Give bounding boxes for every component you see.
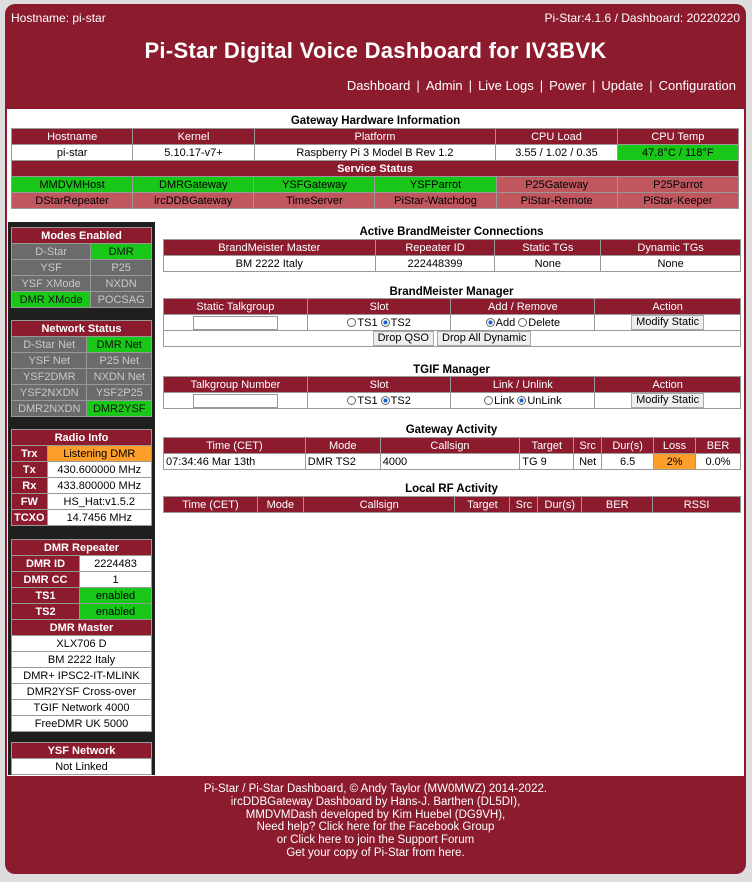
bmm-drop-row — [164, 331, 741, 347]
rf-header-mode: Mode — [257, 497, 303, 513]
service-pistar-watchdog: PiStar-Watchdog — [375, 193, 496, 209]
dmr-master-item: FreeDMR UK 5000 — [12, 716, 152, 732]
dmr-id-value: 2224483 — [80, 556, 152, 572]
ga-loss: 2% — [654, 454, 696, 470]
bmm-header-slot: Slot — [307, 299, 451, 315]
bm-header-dynamic: Dynamic TGs — [601, 240, 741, 256]
net-ysf: YSF Net — [12, 353, 87, 369]
radio-info-title: Radio Info — [12, 430, 152, 446]
ga-mode: DMR TS2 — [305, 454, 380, 470]
bm-delete-radio[interactable] — [518, 318, 527, 327]
service-status-title: Service Status — [12, 161, 739, 177]
dmr-cc-label: DMR CC — [12, 572, 80, 588]
mode-ysf: YSF — [12, 260, 91, 276]
local-rf-table — [163, 496, 741, 513]
ga-header-ber: BER — [696, 438, 741, 454]
bm-add-label: Add — [495, 316, 516, 329]
modes-enabled-title: Modes Enabled — [12, 228, 152, 244]
ga-callsign: 4000 — [380, 454, 520, 470]
ga-header-src: Src — [574, 438, 602, 454]
ts2-status: enabled — [80, 604, 152, 620]
nav-power[interactable]: Power — [549, 78, 586, 93]
dmr-cc-value: 1 — [80, 572, 152, 588]
service-pistar-remote: PiStar-Remote — [496, 193, 617, 209]
drop-all-dynamic-button[interactable]: Drop All Dynamic — [437, 331, 531, 346]
ga-header-loss: Loss — [654, 438, 696, 454]
rf-header-rssi: RSSI — [653, 497, 741, 513]
tgif-header-action: Action — [595, 377, 741, 393]
tgif-unlink-radio[interactable] — [517, 396, 526, 405]
tgif-header-tg-number: Talkgroup Number — [164, 377, 308, 393]
net-dmr: DMR Net — [87, 337, 152, 353]
network-status-title: Network Status — [12, 321, 152, 337]
service-dmrgateway: DMRGateway — [133, 177, 254, 193]
dmr-master-item: TGIF Network 4000 — [12, 700, 152, 716]
tgif-link-radio[interactable] — [484, 396, 493, 405]
radio-rx-value: 433.800000 MHz — [47, 478, 151, 494]
ga-header-callsign: Callsign — [380, 438, 520, 454]
mode-p25: P25 — [91, 260, 152, 276]
bm-master: BM 2222 Italy — [164, 256, 376, 272]
radio-trx-label: Trx — [12, 446, 48, 462]
service-ysfgateway: YSFGateway — [254, 177, 375, 193]
rf-header-callsign: Callsign — [303, 497, 455, 513]
bmm-tg-cell — [164, 315, 308, 331]
radio-tx-value: 430.600000 MHz — [47, 462, 151, 478]
ts1-status: enabled — [80, 588, 152, 604]
footer-copyright: Pi-Star / Pi-Star Dashboard, © Andy Taylor (MW0MWZ) 2014-2022. — [203, 783, 548, 795]
tgif-manager-table — [163, 376, 741, 409]
service-status-table — [11, 176, 739, 209]
service-ircddbgateway: ircDDBGateway — [133, 193, 254, 209]
ga-header-time: Time (CET) — [164, 438, 306, 454]
tgif-modify-static-button[interactable]: Modify Static — [631, 393, 704, 408]
service-pistar-keeper: PiStar-Keeper — [617, 193, 738, 209]
bm-header-repeater-id: Repeater ID — [375, 240, 495, 256]
radio-trx-value: Listening DMR — [47, 446, 151, 462]
ts2-label: TS2 — [12, 604, 80, 620]
bm-dynamic-tgs: None — [601, 256, 741, 272]
hw-header-kernel: Kernel — [133, 129, 254, 145]
hw-cpu-load: 3.55 / 1.02 / 0.35 — [496, 145, 617, 161]
footer — [5, 783, 746, 860]
gateway-hw-title: Gateway Hardware Information — [290, 115, 461, 127]
nav-update[interactable]: Update — [601, 78, 644, 93]
dmr-master-item: DMR+ IPSC2-IT-MLINK — [12, 668, 152, 684]
dashboard-window — [5, 4, 746, 874]
tgif-tg-cell — [164, 393, 308, 409]
bm-repeater-id: 222448399 — [375, 256, 495, 272]
dmr-repeater-table — [11, 539, 152, 732]
bm-header-master: BrandMeister Master — [164, 240, 376, 256]
nav-live-logs[interactable]: Live Logs — [478, 78, 534, 93]
radio-info-table — [11, 429, 152, 526]
rf-header-src: Src — [510, 497, 538, 513]
service-mmdvmhost: MMDVMHost — [12, 177, 133, 193]
bm-manager-title: BrandMeister Manager — [389, 286, 514, 298]
mode-ysf-xmode: YSF XMode — [12, 276, 91, 292]
page-title: Pi-Star Digital Voice Dashboard for IV3BVK — [144, 38, 607, 63]
table-row — [164, 454, 741, 470]
net-ysf2p25: YSF2P25 — [87, 385, 152, 401]
rf-header-ber: BER — [582, 497, 653, 513]
ga-time: 07:34:46 Mar 13th — [164, 454, 306, 470]
hw-header-platform: Platform — [254, 129, 496, 145]
mode-dmr: DMR — [91, 244, 152, 260]
net-ysf2dmr: YSF2DMR — [12, 369, 87, 385]
mode-pocsag: POCSAG — [91, 292, 152, 308]
tgif-header-slot: Slot — [307, 377, 451, 393]
bm-ts1-label: TS1 — [357, 316, 378, 329]
hw-header-hostname: Hostname — [12, 129, 133, 145]
dmr-master-item: XLX706 D — [12, 636, 152, 652]
bm-static-tgs: None — [495, 256, 601, 272]
radio-tcxo-label: TCXO — [12, 510, 48, 526]
tgif-action-cell — [595, 393, 741, 409]
nav-configuration[interactable]: Configuration — [658, 78, 736, 93]
ysf-network-title: YSF Network — [12, 743, 152, 759]
bm-connections-title: Active BrandMeister Connections — [359, 226, 544, 238]
tgif-manager-title: TGIF Manager — [413, 364, 490, 376]
hw-kernel: 5.10.17-v7+ — [133, 145, 254, 161]
ysf-network-value: Not Linked — [12, 759, 152, 775]
footer-ircddb-credit: ircDDBGateway Dashboard by Hans-J. Barthen (DL5DI), — [230, 795, 521, 808]
bm-connections-table — [163, 239, 741, 272]
service-dstarrepeater: DStarRepeater — [12, 193, 133, 209]
bm-ts2-radio[interactable] — [381, 318, 390, 327]
service-p25parrot: P25Parrot — [617, 177, 738, 193]
gateway-hw-table — [11, 128, 739, 177]
ga-header-dur: Dur(s) — [602, 438, 654, 454]
bmm-header-static-tg: Static Talkgroup — [164, 299, 308, 315]
ga-dur: 6.5 — [602, 454, 654, 470]
nav-admin[interactable]: Admin — [425, 78, 463, 93]
dmr-master-item: BM 2222 Italy — [12, 652, 152, 668]
net-nxdn: NXDN Net — [87, 369, 152, 385]
mode-dstar: D-Star — [12, 244, 91, 260]
radio-tcxo-value: 14.7456 MHz — [47, 510, 151, 526]
dmr-repeater-title: DMR Repeater — [12, 540, 152, 556]
tgif-header-link: Link / Unlink — [451, 377, 595, 393]
net-ysf2nxdn: YSF2NXDN — [12, 385, 87, 401]
bm-static-talkgroup-input[interactable] — [193, 316, 278, 330]
dmr-master-item: DMR2YSF Cross-over — [12, 684, 152, 700]
bmm-header-add-remove: Add / Remove — [451, 299, 595, 315]
net-dmr2nxdn: DMR2NXDN — [12, 401, 87, 417]
bm-manager-table — [163, 298, 741, 347]
footer-support-forum-link[interactable]: or Click here to join the Support Forum — [276, 834, 475, 847]
rf-header-time: Time (CET) — [164, 497, 258, 513]
net-dmr2ysf: DMR2YSF — [87, 401, 152, 417]
modes-enabled-table — [11, 227, 152, 308]
tgif-ts1-radio[interactable] — [347, 396, 356, 405]
net-dstar: D-Star Net — [12, 337, 87, 353]
hw-cpu-temp: 47.8°C / 118°F — [617, 145, 738, 161]
bm-delete-label: Delete — [528, 316, 561, 329]
nav-menu: Dashboard | Admin | Live Logs | Power | Update | Configuration — [346, 78, 736, 93]
version-label: Pi-Star:4.1.6 / Dashboard: 20220220 — [544, 11, 740, 25]
net-p25: P25 Net — [87, 353, 152, 369]
bm-ts2-label: TS2 — [390, 316, 411, 329]
gateway-activity-title: Gateway Activity — [405, 424, 498, 436]
local-rf-title: Local RF Activity — [405, 483, 498, 495]
hostname-label: Hostname: pi-star — [11, 11, 106, 25]
nav-dashboard[interactable]: Dashboard — [346, 78, 411, 93]
hw-platform: Raspberry Pi 3 Model B Rev 1.2 — [254, 145, 496, 161]
tgif-slot-cell — [307, 393, 451, 409]
bmm-header-action: Action — [595, 299, 741, 315]
hw-header-cpu-load: CPU Load — [496, 129, 617, 145]
gateway-activity-table — [163, 437, 741, 470]
bm-header-static: Static TGs — [495, 240, 601, 256]
sidebar — [8, 222, 155, 775]
hw-header-cpu-temp: CPU Temp — [617, 129, 738, 145]
tgif-ts2-radio[interactable] — [381, 396, 390, 405]
radio-fw-label: FW — [12, 494, 48, 510]
tgif-link-cell — [451, 393, 595, 409]
radio-tx-label: Tx — [12, 462, 48, 478]
hw-hostname: pi-star — [12, 145, 133, 161]
ga-header-target: Target — [520, 438, 574, 454]
tgif-talkgroup-input[interactable] — [193, 394, 278, 408]
top-bar — [11, 9, 740, 27]
drop-qso-button[interactable]: Drop QSO — [373, 331, 434, 346]
ysf-network-table — [11, 742, 152, 775]
radio-fw-value: HS_Hat:v1.5.2 — [47, 494, 151, 510]
rf-header-target: Target — [455, 497, 510, 513]
bm-modify-static-button[interactable]: Modify Static — [631, 315, 704, 330]
footer-mmdvmdash-credit: MMDVMDash developed by Kim Huebel (DG9VH), — [245, 808, 506, 821]
bmm-add-remove-cell — [451, 315, 595, 331]
bmm-slot-cell — [307, 315, 451, 331]
service-ysfparrot: YSFParrot — [375, 177, 496, 193]
radio-rx-label: Rx — [12, 478, 48, 494]
service-timeserver: TimeServer — [254, 193, 375, 209]
mode-dmr-xmode: DMR XMode — [12, 292, 91, 308]
ga-ber: 0.0% — [696, 454, 741, 470]
ga-header-mode: Mode — [305, 438, 380, 454]
tgif-ts1-label: TS1 — [357, 394, 378, 407]
mode-nxdn: NXDN — [91, 276, 152, 292]
service-p25gateway: P25Gateway — [496, 177, 617, 193]
ts1-label: TS1 — [12, 588, 80, 604]
network-status-table — [11, 320, 152, 417]
bmm-action-cell — [595, 315, 741, 331]
main-content — [7, 109, 744, 776]
ga-target: TG 9 — [520, 454, 574, 470]
rf-header-dur: Dur(s) — [538, 497, 582, 513]
bm-add-radio[interactable] — [486, 318, 495, 327]
bm-ts1-radio[interactable] — [347, 318, 356, 327]
dmr-master-title: DMR Master — [12, 620, 152, 636]
tgif-link-label: Link — [494, 394, 515, 407]
dmr-id-label: DMR ID — [12, 556, 80, 572]
tgif-ts2-label: TS2 — [390, 394, 411, 407]
tgif-unlink-label: UnLink — [527, 394, 562, 407]
ga-src: Net — [574, 454, 602, 470]
footer-download-link[interactable]: Get your copy of Pi-Star from here. — [286, 846, 465, 859]
footer-facebook-link[interactable]: Need help? Click here for the Facebook Group — [256, 821, 495, 834]
